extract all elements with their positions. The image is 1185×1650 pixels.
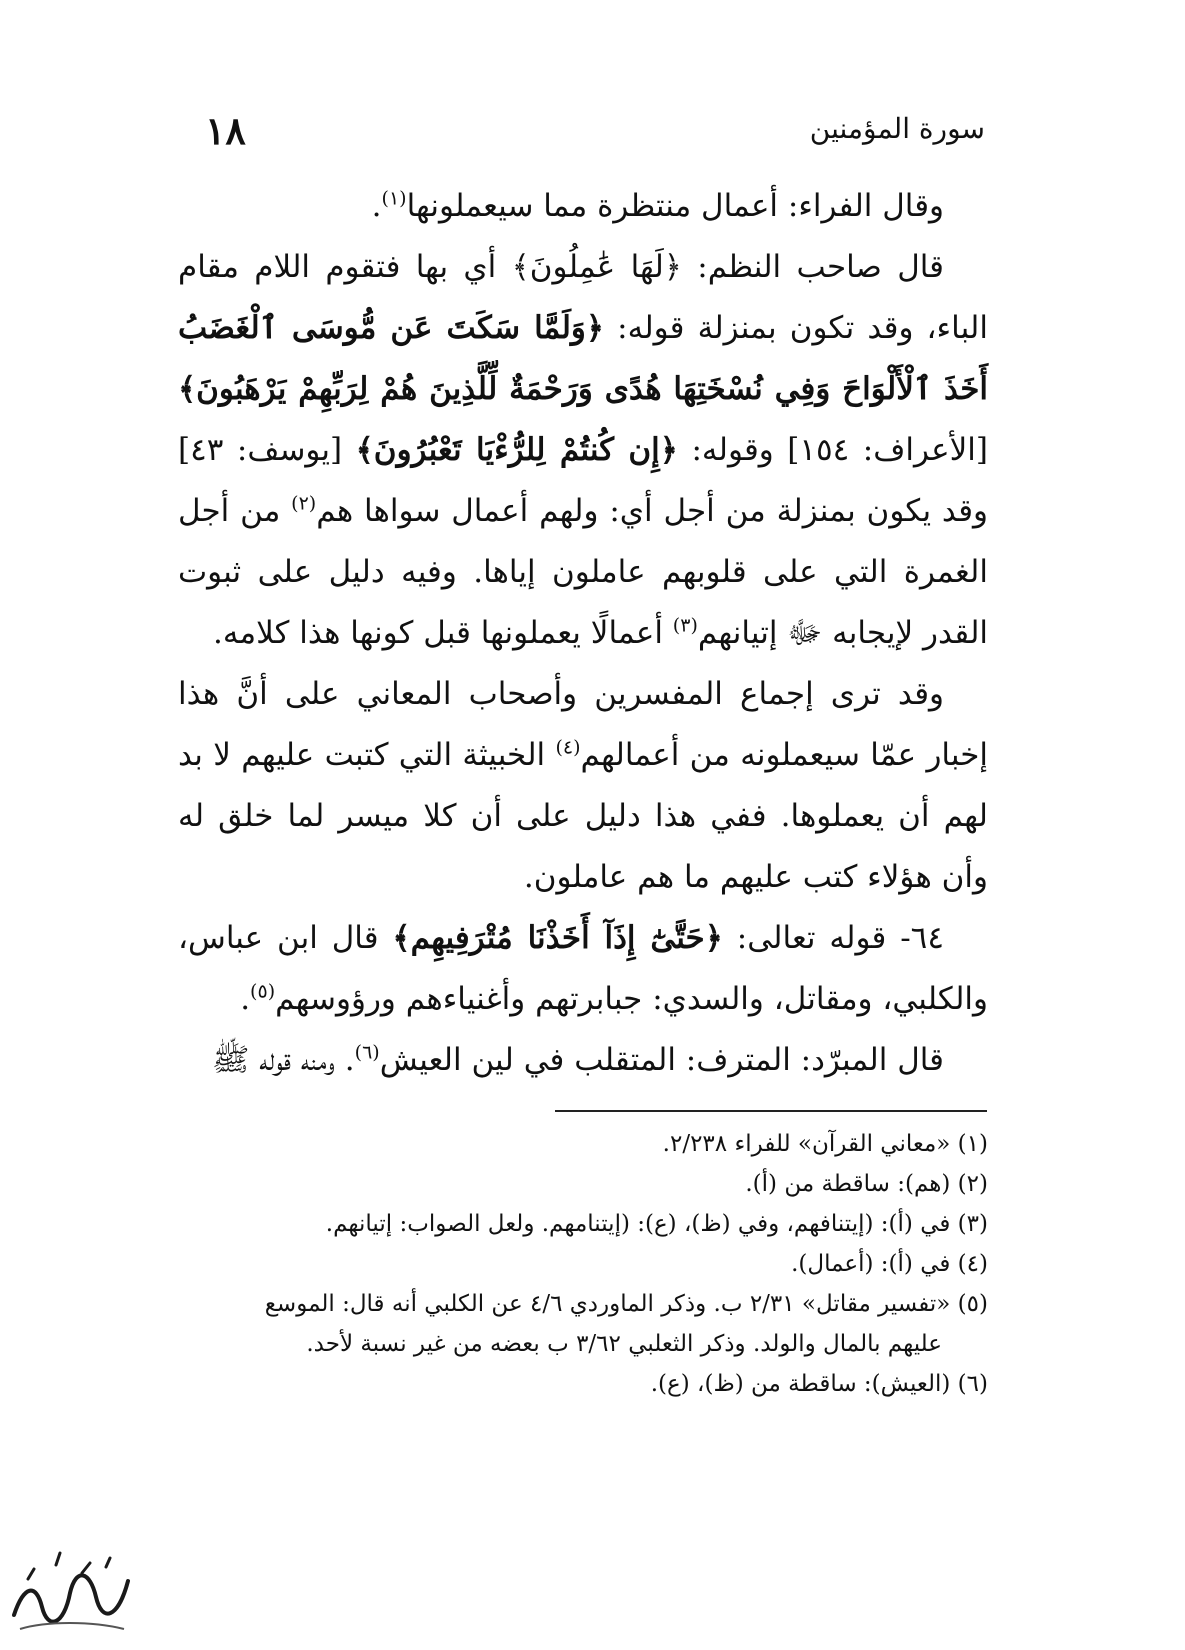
footnote-ref-2[interactable]: (٢): [291, 492, 317, 515]
paragraph-3: وقد ترى إجماع المفسرين وأصحاب المعاني على أنَّ هذا إخبار عمّا سيعملونه من أعمالهم$^{(٤)}$ الخبيثة التي كتبت عليهم لا بد لهم أن يعملوها. ففي هذا دليل على أن كلا ميسر لما خلق له وأن هؤلاء كتب عليهم ما هم عاملون.: [178, 676, 988, 895]
footnote-ref-4[interactable]: (٤): [555, 736, 581, 759]
footnote-6: (٦) (العيش): ساقطة من (ظ)، (ع).: [650, 1371, 988, 1397]
paragraph-5: قال المبرّد: المترف: المتقلب في لين العيش$^{(٦)}$. ومنه قوله ﷺ: [211, 1041, 944, 1078]
footnote-ref-6[interactable]: (٦): [354, 1041, 380, 1064]
paragraph-2: قال صاحب النظم: ﴿لَهَا عَٰمِلُونَ﴾ أي بها فتقوم اللام مقام الباء، وقد تكون بمنزلة قوله: ﴿وَلَمَّا سَكَتَ عَن مُّوسَى ٱلْغَضَبُ أَخَذَ ٱلْأَلْوَاحَ وَفِي نُسْخَتِهَا هُدًى وَرَحْمَةٌ لِّلَّذِينَ هُمْ لِرَبِّهِمْ يَرْهَبُونَ﴾ [الأعراف: ١٥٤] وقوله: ﴿إِن كُنتُمْ لِلرُّءْيَا تَعْبُرُونَ﴾ [يوسف: ٤٣] وقد يكون بمنزلة من أجل أي: ولهم أعمال سواها هم$^{(٢)}$ من أجل الغمرة التي على قلوبهم عاملون إياها. وفيه دليل على ثبوت القدر لإيجابه ﷻ إتيانهم$^{(٣)}$ أعمالًا يعملونها قبل كونها هذا كلامه.: [178, 249, 988, 651]
quran-verse: ﴿وَلَمَّا سَكَتَ عَن مُّوسَى ٱلْغَضَبُ أَخَذَ ٱلْأَلْوَاحَ وَفِي نُسْخَتِهَا هُدًى وَرَحْمَةٌ لِّلَّذِينَ هُمْ لِرَبِّهِمْ يَرْهَبُونَ﴾: [178, 310, 988, 407]
page-header: [205, 108, 985, 158]
footnote-5: (٥) «تفسير مقاتل» ٢/٣١ ب. وذكر الماوردي ٤/٦ عن الكلبي أنه قال: الموسع: [264, 1291, 988, 1317]
footnote-1: (١) «معاني القرآن» للفراء ٢/٢٣٨.: [662, 1131, 988, 1157]
footnote-5-continued: عليهم بالمال والولد. وذكر الثعلبي ٣/٦٢ ب بعضه من غير نسبة لأحد.: [306, 1331, 942, 1357]
footnote-ref-5[interactable]: (٥): [250, 980, 276, 1003]
footnote-ref-1[interactable]: (١): [381, 187, 407, 210]
paragraph-4: ٦٤- قوله تعالى: ﴿حَتَّىٰٓ إِذَآ أَخَذْنَا مُتْرَفِيهِم﴾ قال ابن عباس، والكلبي، ومقاتل، والسدي: جبابرتهم وأغنياءهم ورؤوسهم$^{(٥)}$.: [178, 920, 988, 1017]
footnote-2: (٢) (هم): ساقطة من (أ).: [745, 1171, 988, 1197]
footnotes: [132, 1124, 988, 1404]
footnote-4: (٤) في (أ): (أعمال).: [791, 1251, 988, 1277]
main-text: [178, 176, 988, 1091]
publisher-logo-icon: [6, 1545, 136, 1640]
surah-title: سورة المؤمنين: [809, 112, 985, 145]
footnote-3: (٣) في (أ): (إيتنافهم، وفي (ظ)، (ع): (إيتنامهم. ولعل الصواب: إتيانهم.: [325, 1211, 988, 1237]
footnote-ref-3[interactable]: (٣): [672, 614, 698, 637]
quran-verse: ﴿إِن كُنتُمْ لِلرُّءْيَا تَعْبُرُونَ﴾: [355, 432, 678, 468]
paragraph-1: وقال الفراء: أعمال منتظرة مما سيعملونها$^{(١)}$.: [371, 187, 944, 224]
footnote-divider: [555, 1110, 987, 1112]
page-number: ١٨: [205, 108, 246, 153]
quran-verse: ﴿حَتَّىٰٓ إِذَآ أَخَذْنَا مُتْرَفِيهِم﴾: [392, 920, 723, 956]
